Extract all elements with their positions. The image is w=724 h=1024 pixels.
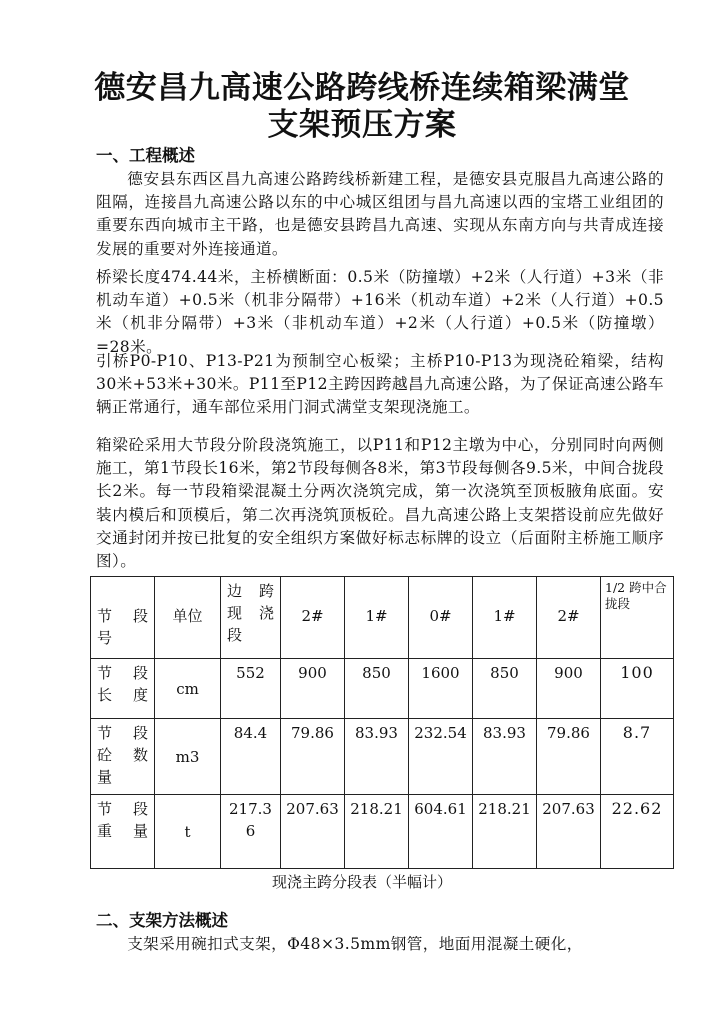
table-cell: 552 (221, 659, 281, 719)
paragraph-approach-bridge: 引桥P0-P10、P13-P21为预制空心板梁；主桥P10-P13为现浇砼箱梁，结构30米+53米+30米。P11至P12主跨因跨越昌九高速公路，为了保证高速公路车辆正常通行，通车部位采用门洞式满堂支架现浇施工。 (96, 352, 664, 417)
header-seg-1b: 1# (473, 577, 537, 659)
row-unit: cm (155, 659, 221, 719)
table-row (91, 795, 674, 869)
segment-table (90, 576, 674, 869)
table-cell: 79.86 (537, 719, 601, 795)
table-cell: 232.54 (409, 719, 473, 795)
table-cell: 850 (345, 659, 409, 719)
table-header-row (91, 577, 674, 659)
header-segment-no: 节 段 号 (91, 577, 155, 659)
table-cell: 900 (537, 659, 601, 719)
document-title-line-1: 德安昌九高速公路跨线桥连续箱梁满堂 (94, 70, 630, 106)
table-cell: 83.93 (473, 719, 537, 795)
table-cell: 83.93 (345, 719, 409, 795)
table-caption: 现浇主跨分段表（半幅计） (271, 873, 452, 891)
document-title-line-2: 支架预压方案 (267, 107, 457, 143)
table-cell: 1600 (409, 659, 473, 719)
row-label: 节 段 重量 (91, 795, 155, 869)
header-unit: 单位 (155, 577, 221, 659)
table-cell: 217.36 (221, 795, 281, 869)
table-cell: 900 (281, 659, 345, 719)
paragraph-bridge-length: 桥梁长度474.44米，主桥横断面：0.5米（防撞墩）+2米（人行道）+3米（非机动车道）+0.5米（机非分隔带）+16米（机动车道）+2米（人行道）+0.5米（机非分隔带）+3米（非机动车道）+2米（人行道）+0.5米（防撞墩）=28米。 (96, 268, 664, 356)
table-cell: 22.62 (601, 795, 674, 869)
table-cell: 84.4 (221, 719, 281, 795)
row-unit: m3 (155, 719, 221, 795)
table-row (91, 659, 674, 719)
header-seg-2b: 2# (537, 577, 601, 659)
header-side-span: 边 跨 现 浇 段 (221, 577, 281, 659)
table-cell: 79.86 (281, 719, 345, 795)
table-cell: 218.21 (345, 795, 409, 869)
row-label: 节 段 长度 (91, 659, 155, 719)
table-cell: 207.63 (537, 795, 601, 869)
table-cell: 218.21 (473, 795, 537, 869)
row-unit: t (155, 795, 221, 869)
table-cell: 207.63 (281, 795, 345, 869)
paragraph-project-overview: 德安县东西区昌九高速公路跨线桥新建工程，是德安县克服昌九高速公路的阻隔，连接昌九高速公路以东的中心城区组团与昌九高速以西的宝塔工业组团的重要东西向城市主干路，也是德安县跨昌九高速、实现从东南方向与共青成连接发展的重要对外连接通道。 (96, 170, 664, 258)
table-cell: 8.7 (601, 719, 674, 795)
header-seg-1a: 1# (345, 577, 409, 659)
row-label: 节 段 砼 数 量 (91, 719, 155, 795)
table-cell: 100 (601, 659, 674, 719)
table-cell: 604.61 (409, 795, 473, 869)
table-row (91, 719, 674, 795)
header-seg-2a: 2# (281, 577, 345, 659)
paragraph-support-method: 支架采用碗扣式支架，Φ48×3.5mm钢管，地面用混凝土硬化， (127, 935, 583, 953)
paragraph-pouring-method: 箱梁砼采用大节段分阶段浇筑施工，以P11和P12主墩为中心，分别同时向两侧施工，第1节段长16米，第2节段每侧各8米，第3节段每侧各9.5米，中间合拢段长2米。每一节段箱梁混凝土分两次浇筑完成，第一次浇筑至顶板腋角底面。安装内模后和顶模后，第二次再浇筑顶板砼。昌九高速公路上支架搭设前应先做好交通封闭并按已批复的安全组织方案做好标志标牌的设立（后面附主桥施工顺序图）。 (96, 436, 664, 571)
table-cell: 850 (473, 659, 537, 719)
header-seg-0: 0# (409, 577, 473, 659)
section-2-heading: 二、支架方法概述 (96, 911, 228, 930)
header-closure: 1/2 跨中合拢段 (601, 577, 674, 659)
section-1-heading: 一、工程概述 (96, 146, 195, 165)
